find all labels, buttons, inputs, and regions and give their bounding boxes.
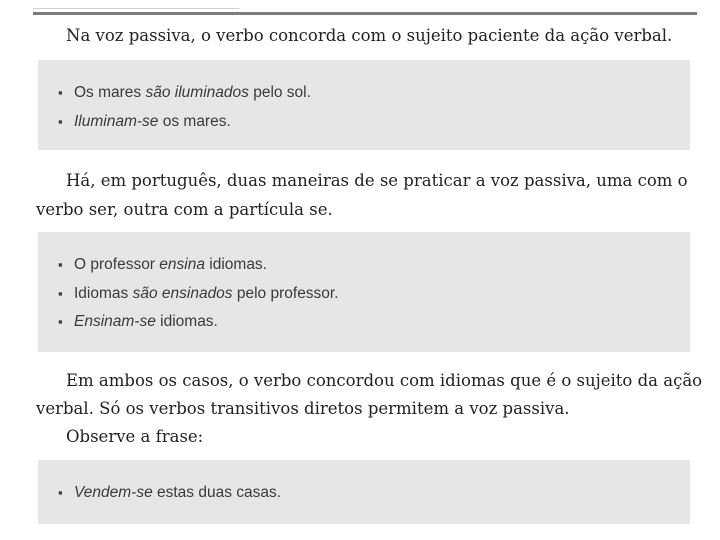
example-box-3: [38, 460, 690, 524]
paragraph-passive-agreement: Na voz passiva, o verbo concorda com o sujeito paciente da ação verbal.: [66, 26, 673, 45]
example-item: ▪ Os mares são iluminados pelo sol.: [58, 84, 311, 101]
bullet-icon: ▪: [58, 85, 63, 100]
example-box-2: [38, 232, 690, 352]
example-box-1: [38, 60, 690, 150]
example-item: ▪ Vendem-se estas duas casas.: [58, 484, 282, 501]
paragraph-both-cases-line2: verbal. Só os verbos transitivos diretos permitem a voz passiva.: [36, 399, 570, 418]
paragraph-observe: Observe a frase:: [66, 427, 204, 446]
top-faint-rule: [33, 8, 239, 9]
bullet-icon: ▪: [58, 485, 63, 500]
paragraph-two-ways-line1: Há, em português, duas maneiras de se praticar a voz passiva, uma com o: [66, 171, 688, 190]
top-rule: [33, 12, 697, 15]
bullet-icon: ▪: [58, 286, 63, 301]
bullet-icon: ▪: [58, 314, 63, 329]
paragraph-both-cases-line1: Em ambos os casos, o verbo concordou com idiomas que é o sujeito da ação: [66, 371, 703, 390]
example-item: ▪ Iluminam-se os mares.: [58, 113, 231, 130]
paragraph-two-ways-line2: verbo ser, outra com a partícula se.: [36, 200, 333, 219]
example-item: ▪ Ensinam-se idiomas.: [58, 313, 218, 330]
bullet-icon: ▪: [58, 114, 63, 129]
example-item: ▪ Idiomas são ensinados pelo professor.: [58, 285, 339, 302]
example-item: ▪ O professor ensina idiomas.: [58, 256, 267, 273]
bullet-icon: ▪: [58, 257, 63, 272]
